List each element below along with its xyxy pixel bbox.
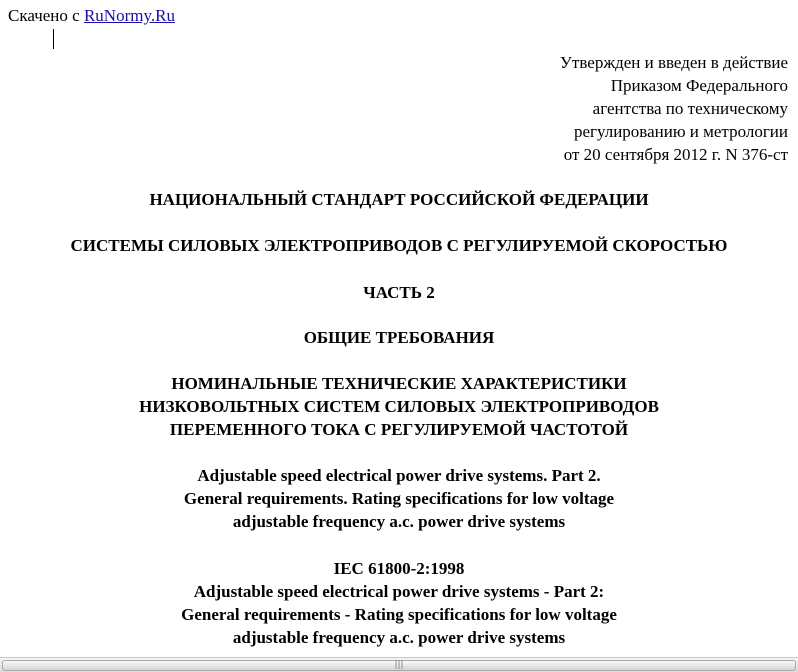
english-title-line: Adjustable speed electrical power drive systems. Part 2. [197,466,601,485]
text-caret [53,29,54,49]
part-heading: ЧАСТЬ 2 [363,283,435,302]
runormy-link[interactable]: RuNormy.Ru [83,6,175,25]
english-title [0,464,798,533]
approval-block [458,51,788,166]
scrollbar-thumb[interactable] [2,660,796,671]
rating-line: НИЗКОВОЛЬТНЫХ СИСТЕМ СИЛОВЫХ ЭЛЕКТРОПРИВОДОВ [139,397,659,416]
iec-title-line: adjustable frequency a.c. power drive systems [232,628,566,647]
download-source-line [8,6,175,26]
english-title-line: General requirements. Rating specifications for low voltage [183,489,615,508]
general-requirements-heading: ОБЩИЕ ТРЕБОВАНИЯ [303,328,495,347]
approval-line: регулированию и метрологии [573,122,788,141]
rating-heading [0,372,798,441]
approval-line: Утвержден и введен в действие [559,53,788,72]
download-prefix: Скачено с [8,6,80,25]
approval-line: агентства по техническому [592,99,788,118]
systems-heading: СИСТЕМЫ СИЛОВЫХ ЭЛЕКТРОПРИВОДОВ С РЕГУЛИРУЕМОЙ СКОРОСТЬЮ [70,236,728,255]
horizontal-scrollbar[interactable] [0,657,798,672]
rating-line: НОМИНАЛЬНЫЕ ТЕХНИЧЕСКИЕ ХАРАКТЕРИСТИКИ [171,374,627,393]
approval-line: от 20 сентября 2012 г. N 376-ст [563,145,788,164]
national-standard-heading: НАЦИОНАЛЬНЫЙ СТАНДАРТ РОССИЙСКОЙ ФЕДЕРАЦИИ [149,190,649,209]
approval-line: Приказом Федерального [610,76,788,95]
iec-code: IEC 61800-2:1998 [333,559,465,578]
english-title-line: adjustable frequency a.c. power drive systems [232,512,566,531]
scrollbar-grip-icon: ||| [394,660,404,670]
iec-reference [0,557,798,649]
iec-title-line: General requirements - Rating specifications for low voltage [181,605,617,624]
iec-title-line: Adjustable speed electrical power drive systems - Part 2: [193,582,605,601]
rating-line: ПЕРЕМЕННОГО ТОКА С РЕГУЛИРУЕМОЙ ЧАСТОТОЙ [169,420,629,439]
